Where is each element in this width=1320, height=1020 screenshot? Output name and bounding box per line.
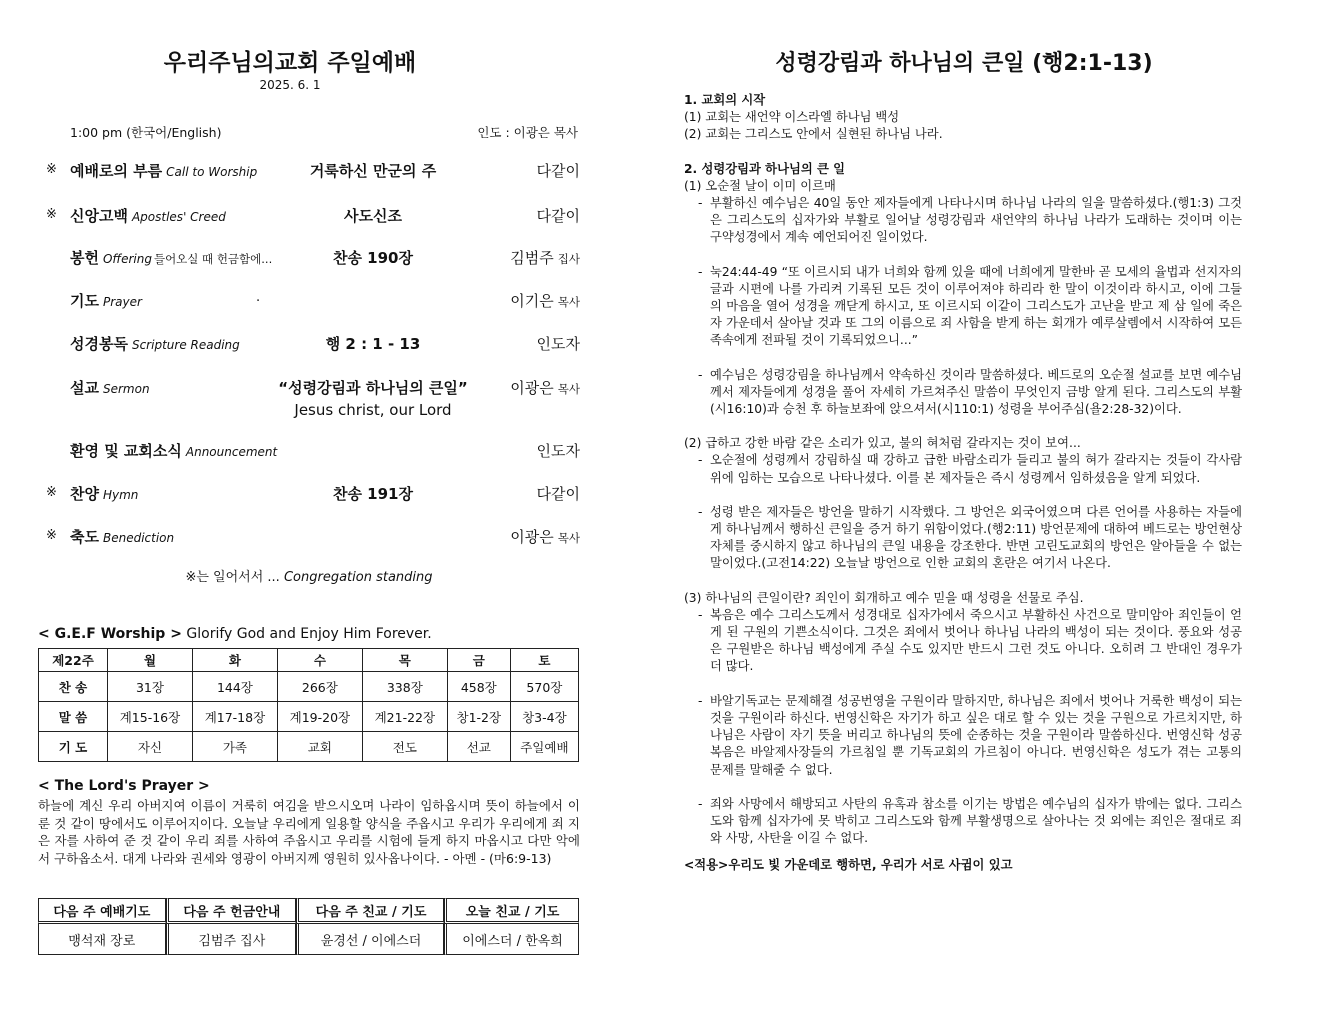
section-heading: 2. 성령강림과 하나님의 큰 일 [684,161,846,176]
sermon-notes-page [684,0,1244,1020]
order-title: 봉헌 Offering 들어오실 때 헌금함에... [70,249,273,267]
bullet-paragraph: - 예수님은 성령강림을 하나님께서 약속하신 것이라 말씀하셨다. 베드로의 오순절 설교를 보면 예수님께서 제자들에게 성경을 풀어 자세히 가르쳐주신 말씀이 무엇인지 금방 알게 된다. 그리스도의 부활(시16:10)과 승천 후 하늘보좌에 앉으셔서(시110:1) 성령을 부어주심(욜2:28-32)이다. [698,367,1242,417]
order-content: 찬송 191장 [332,485,413,503]
gef-heading: < G.E.F Worship > Glorify God and Enjoy Him Forever. [38,626,432,642]
order-row-prayer [38,290,580,316]
order-person: 김범주 집사 [510,249,580,267]
bullet-paragraph: - 바알기독교는 문제해결 성공번영을 구원이라 말하지만, 하나님은 죄에서 벗어나 거룩한 백성이 되는 것을 구원이라 하신다. 번영신학은 자기가 하고 싶은 대로 할 수 있는 것을 구원으로 가르치지만, 하나님은 사람이 자기 뜻을 버리고 하나님의 뜻에 순종하는 것을 구원이라 말씀하신다. 번영신학 성공복음은 바알제사장들의 가르침일 뿐 기독교회의 가르침이 아니다. 번영신학은 성도가 겪는 고통의 문제를 말해줄 수 없다. [698,693,1242,777]
subsection-heading: (2) 급하고 강한 바람 같은 소리가 있고, 불의 혀처럼 갈라지는 것이 보여... [684,436,1081,451]
service-time: 1:00 pm (한국어/English) [70,125,222,140]
order-row-hymn [38,483,580,509]
gef-schedule-table [38,648,579,762]
service-leader: 인도 : 이광은 목사 [477,125,578,140]
bullet-paragraph: - 눅24:44-49 “또 이르시되 내가 너희와 함께 있을 때에 너희에게 말한바 곧 모세의 율법과 선지자의 글과 시편에 나를 가리켜 기록된 모든 것이 이루어져야 하리라 한 말이 이것이라 하시고, 이에 그들의 마음을 열어 성경을 깨닫게 하시고, 또 이르시되 이같이 그리스도가 고난을 받고 제 삼 일에 죽은 자 가운데서 살아날 것과 또 그의 이름으로 죄 사함을 받게 하는 회개가 예루살렘에서 시작하여 모든 족속에게 전파될 것이 기록되었으니...” [698,264,1242,348]
table-header-row: 제22주 월 화 수 목 금 토 [39,649,579,672]
order-person: 다같이 [536,207,580,225]
order-row-sermon [38,377,580,425]
standing-note: ※는 일어서서 ... Congregation standing [185,570,433,585]
subsection-heading: (3) 하나님의 큰일이란? 죄인이 회개하고 예수 믿을 때 성령을 선물로 주심. [684,590,1084,605]
offering-note: 들어오실 때 헌금함에... [153,252,273,266]
table-row: 기 도 자신 가족 교회 전도 선교 주일예배 [39,732,579,762]
sermon-subtitle: Jesus christ, our Lord [294,401,452,419]
order-row-creed [38,205,580,231]
order-title: 찬양 Hymn [70,485,139,503]
order-person: 다같이 [536,162,580,180]
order-person: 다같이 [536,485,580,503]
order-title: 설교 Sermon [70,379,150,397]
order-row-benediction [38,526,580,552]
standing-mark: ※ [46,485,57,500]
order-title: 기도 Prayer [70,292,142,310]
sermon-notes-title: 성령강림과 하나님의 큰일 (행2:1-13) [775,51,1153,76]
order-person: 이광은 목사 [510,528,580,546]
order-content: 거룩하신 만군의 주 [309,162,437,180]
lords-prayer-text: 하늘에 계신 우리 아버지여 이름이 거룩히 여김을 받으시오며 나라이 임하옵시며 뜻이 하늘에서 이룬 것 같이 땅에서도 이루어지이다. 오늘날 우리에게 일용할 양식을 주옵시고 우리가 우리에게 죄 지은 자를 사하여 준 것 같이 우리 죄를 사하여 주옵시고 우리를 시험에 들게 하지 마옵시고 다만 악에서 구하옵소서. 대게 나라와 권세와 영광이 아버지께 영원히 있사옵나이다. - 아멘 - (마6:9-13) [38,798,580,866]
list-item: (2) 교회는 그리스도 안에서 실현된 하나님 나라. [684,127,943,142]
order-person: 인도자 [536,442,580,460]
subsection-heading: (1) 오순절 날이 이미 이르매 [684,178,836,193]
order-person: 이광은 목사 [510,379,580,397]
bullet-paragraph: - 오순절에 성령께서 강림하실 때 강하고 급한 바람소리가 들리고 불의 혀가 갈라지는 것들이 각사람 위에 임하는 모습으로 나타나셨다. 이를 본 제자들은 즉시 성령께서 임하셨음을 알게 되었다. [698,453,1242,485]
table-row: 찬 송 31장 144장 266장 338장 458장 570장 [39,672,579,702]
order-row-offering [38,247,580,273]
application-line: <적용>우리도 빛 가운데로 행하면, 우리가 서로 사귐이 있고 [684,858,1013,873]
standing-mark: ※ [46,207,57,222]
sermon-title: “성령강림과 하나님의 큰일” [278,379,468,397]
next-week-table [38,898,579,955]
section-heading: 1. 교회의 시작 [684,93,766,107]
bulletin-date: 2025. 6. 1 [259,78,321,92]
bullet-paragraph: - 부활하신 예수님은 40일 동안 제자들에게 나타나시며 하나님 나라의 일을 말씀하셨다.(행1:3) 그것은 그리스도의 십자가와 부활로 일어날 성령강림과 새언약의 하나님 나라가 도래하는 것이며 이는 구약성경에서 계속 예언되어진 일이었다. [698,196,1242,245]
order-row-announcement [38,440,580,466]
lords-prayer-heading: < The Lord's Prayer > [38,778,210,794]
bullet-paragraph: - 성령 받은 제자들은 방언을 말하기 시작했다. 그 방언은 외국어였으며 다른 언어를 사용하는 자들에게 하나님께서 행하신 큰일을 증거 하기 위함이었다.(행2:11) 방언문제에 대하여 베드로는 방언현상 자체를 중시하지 않고 하나님의 큰일 내용을 강조한다. 반면 고린도교회의 방언은 알아들을 수 없는 말이었다.(고전14:22) 오늘날 방언으로 인한 교회의 혼란은 여기서 나온다. [698,504,1242,571]
list-item: (1) 교회는 새언약 이스라엘 하나님 백성 [684,110,900,125]
table-row: 맹석재 장로 김범주 집사 윤경선 / 이에스더 이에스더 / 한옥희 [38,924,579,955]
order-person: 인도자 [536,335,580,353]
order-title: 축도 Benediction [70,528,175,546]
order-title: 예배로의 부름 Call to Worship [70,162,258,180]
sermon-notes-body [684,92,1242,875]
order-row-call-to-worship [38,160,580,186]
prayer-dot: . [256,290,261,305]
order-title: 성경봉독 Scripture Reading [70,335,240,353]
standing-mark: ※ [46,528,57,543]
order-content: 행 2 : 1 - 13 [325,335,421,353]
bulletin-left-page [38,0,580,1020]
standing-mark: ※ [46,162,57,177]
order-content: 찬송 190장 [332,249,413,267]
order-title: 환영 및 교회소식 Announcement [70,442,278,460]
bulletin-title: 우리주님의교회 주일예배 [163,50,417,76]
bullet-paragraph: - 복음은 예수 그리스도께서 성경대로 십자가에서 죽으시고 부활하신 사건으로 말미암아 죄인들이 얻게 된 구원의 기쁜소식이다. 그것은 죄에서 벗어나 하나님 나라의 백성이 되는 것이다. 풍요와 성공은 구원받은 하나님 백성에게 주실 수도 있지만 반드시 그런 것도 아니다. 오히려 그 반대인 경우가 더 많다. [698,607,1242,674]
order-person: 이기은 목사 [510,292,580,310]
table-header-row: 다음 주 예배기도 다음 주 헌금안내 다음 주 친교 / 기도 오늘 친교 / 기도 [38,898,579,924]
table-row: 말 씀 계15-16장 계17-18장 계19-20장 계21-22장 창1-2장 창3-4장 [39,702,579,732]
bullet-paragraph: - 죄와 사망에서 해방되고 사탄의 유혹과 참소를 이기는 방법은 예수님의 십자가 밖에는 없다. 그리스도와 함께 십자가에 못 박히고 그리스도와 함께 부활생명으로 살아나는 것 외에는 죄인은 절대로 죄와 사망, 사탄을 이길 수 없다. [698,796,1242,846]
order-content: 사도신조 [344,207,402,225]
order-title: 신앙고백 Apostles' Creed [70,207,226,225]
order-row-scripture [38,333,580,359]
